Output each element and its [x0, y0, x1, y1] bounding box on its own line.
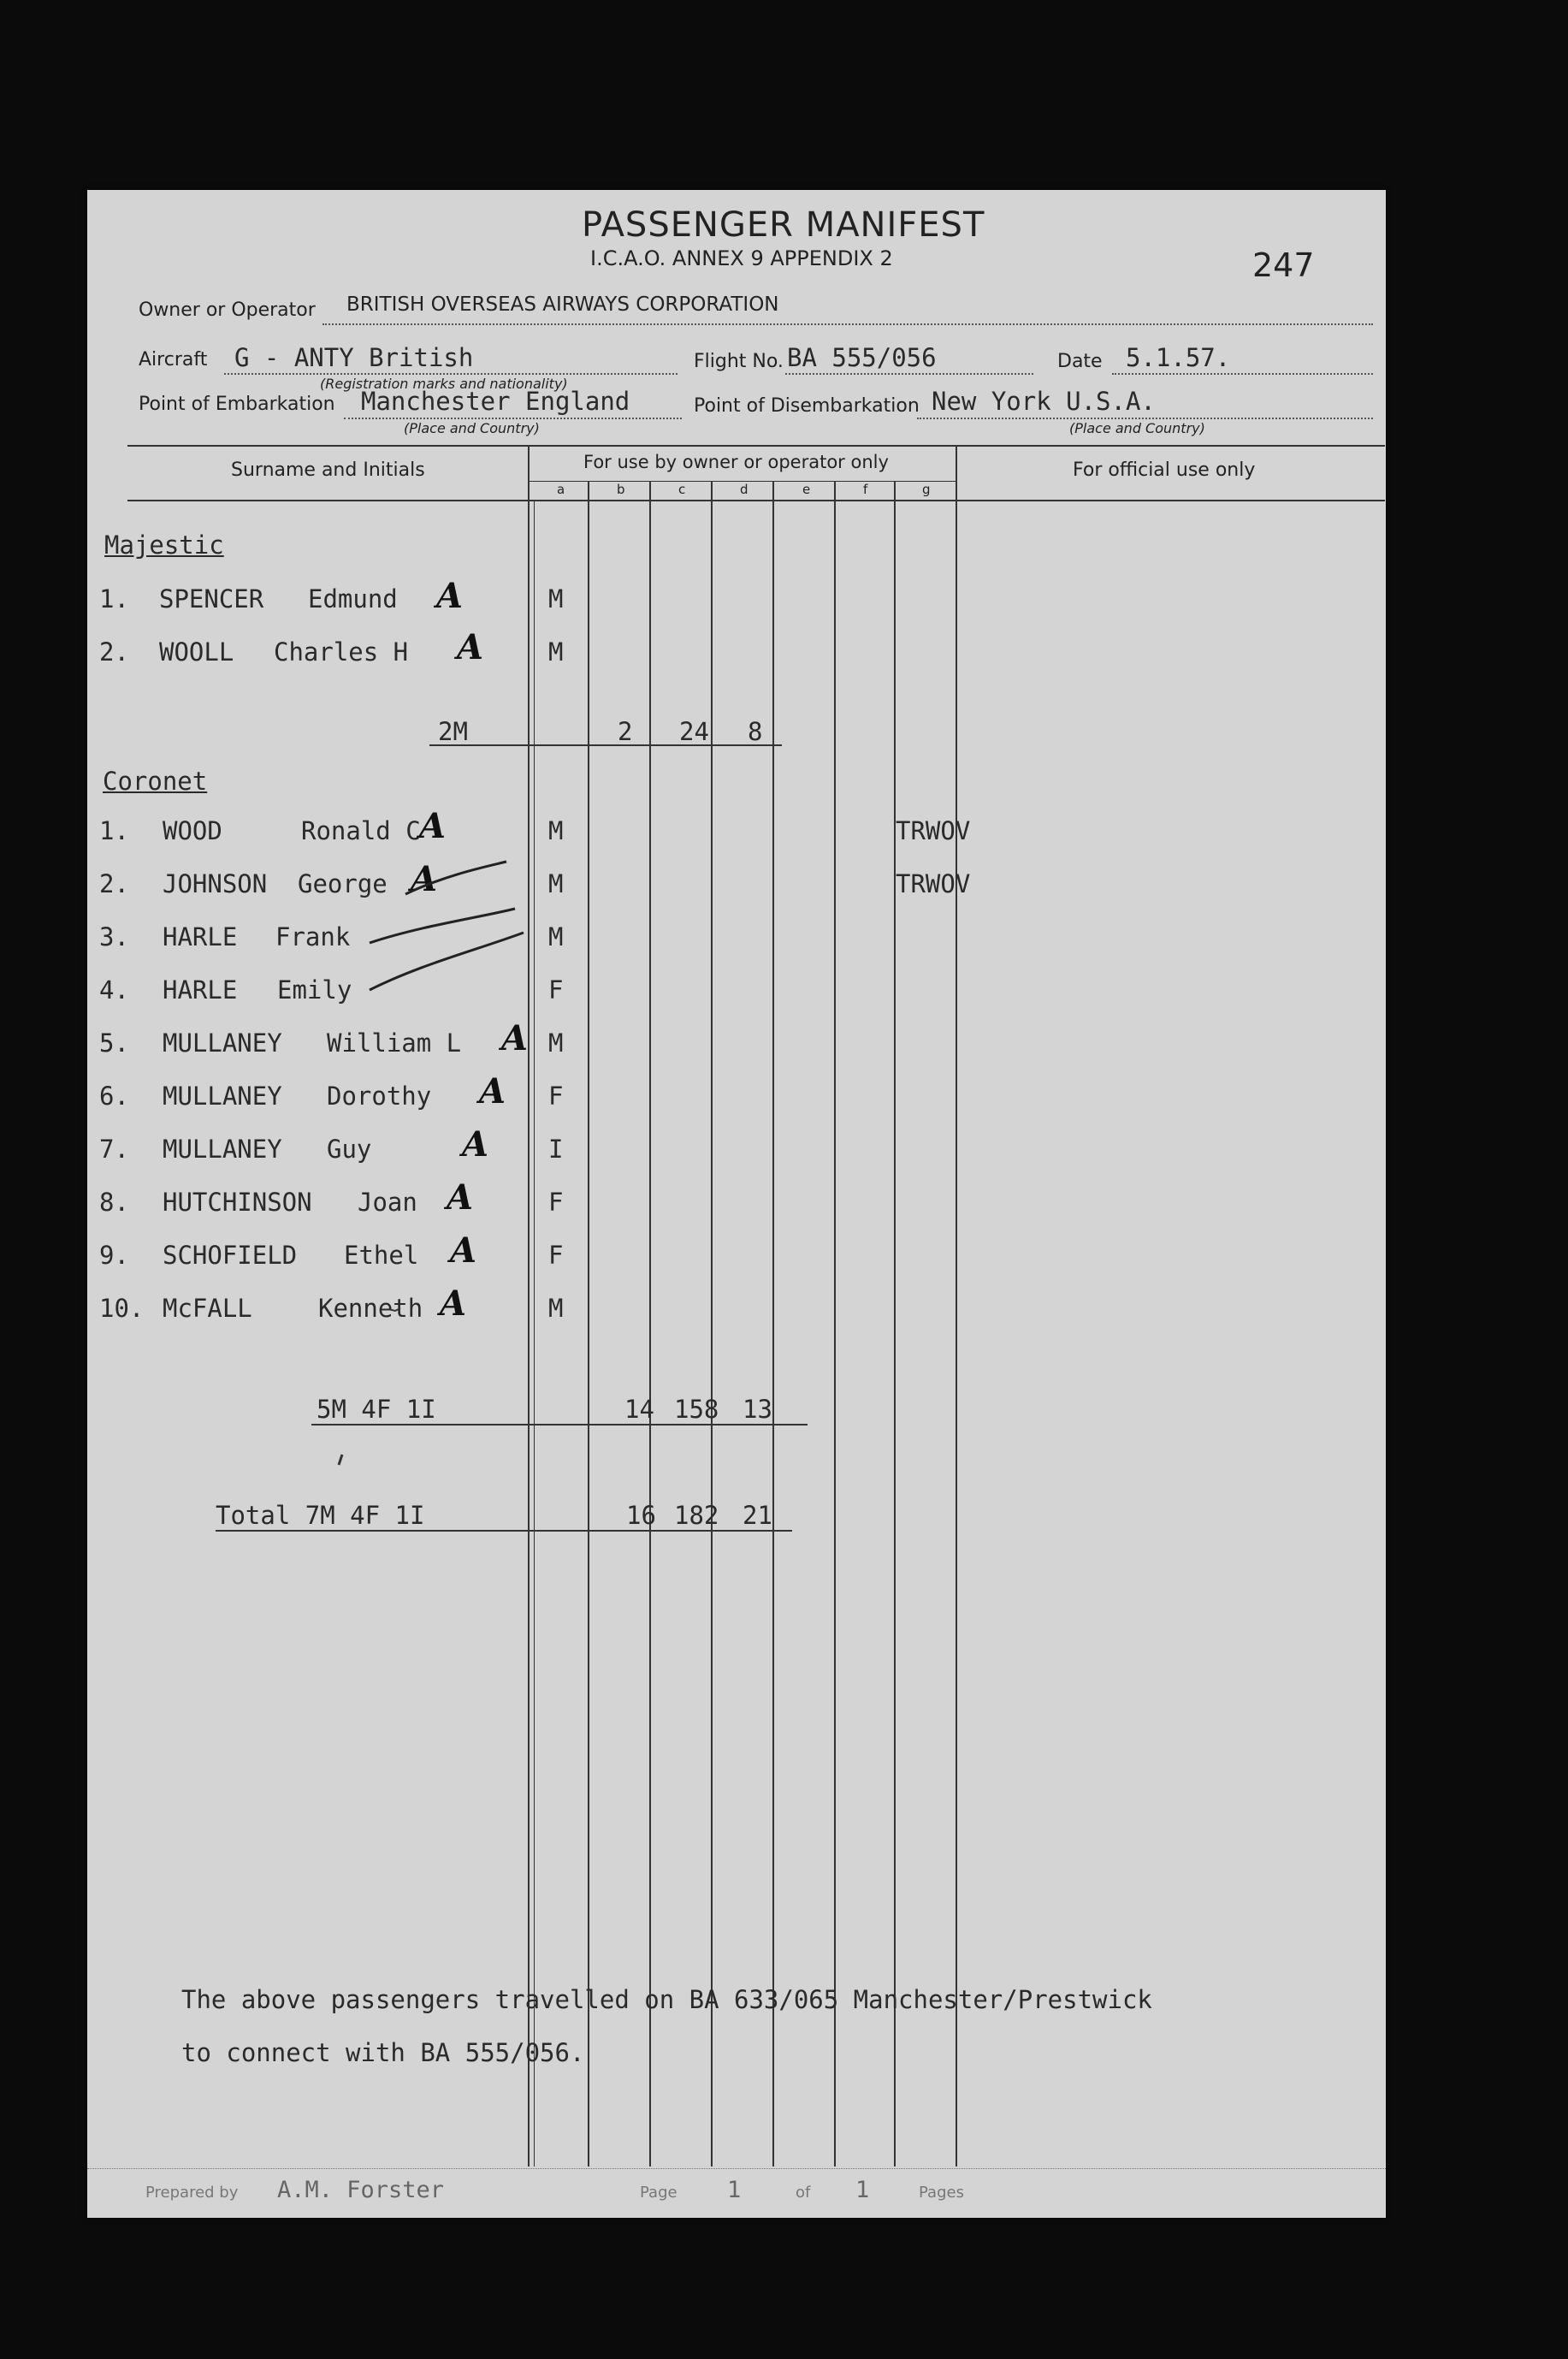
passenger-sex: M [548, 1294, 564, 1323]
passenger-given-name: William L [327, 1028, 462, 1058]
operator-use-header: For use by owner or operator only [583, 452, 889, 472]
date-label: Date [1057, 351, 1103, 372]
date-value: 5.1.57. [1126, 343, 1231, 372]
passenger-surname: SCHOFIELD [163, 1241, 298, 1270]
manifest-sheet [87, 190, 1386, 2218]
passenger-number: 2. [99, 637, 129, 667]
passenger-given-name: Charles H [274, 637, 409, 667]
subtotal-c: 24 [679, 717, 709, 746]
subtotal-b: 2 [618, 717, 633, 746]
passenger-given-name: Guy [327, 1135, 372, 1164]
passenger-surname: MULLANEY [163, 1082, 282, 1111]
passenger-given-name: Joan [358, 1188, 417, 1217]
passenger-given-name: Dorothy [327, 1082, 432, 1111]
column-letter-e: e [802, 482, 811, 497]
subtotal-d: 8 [748, 717, 763, 746]
passenger-number: 6. [99, 1082, 129, 1111]
passenger-number: 4. [99, 975, 129, 1005]
passenger-sex: F [548, 975, 564, 1005]
passenger-surname: MULLANEY [163, 1028, 282, 1058]
embarkation-note: (Place and Country) [404, 420, 540, 436]
handwritten-mark: A [450, 1230, 477, 1271]
of-value: 1 [855, 2177, 870, 2203]
passenger-surname: WOOD [163, 816, 222, 845]
aircraft-value: G - ANTY British [234, 343, 474, 372]
owner-label: Owner or Operator [139, 299, 316, 321]
handwritten-mark: A [447, 1177, 474, 1218]
passenger-number: 1. [99, 584, 129, 613]
handwritten-mark: A [419, 806, 447, 846]
handwritten-mark: A [501, 1018, 529, 1058]
passenger-number: 10. [99, 1294, 145, 1323]
passenger-remark: TRWOV [896, 869, 971, 898]
disembarkation-note: (Place and Country) [1069, 420, 1205, 436]
passenger-given-name: Emily [277, 975, 352, 1005]
passenger-sex: M [548, 637, 564, 667]
passenger-sex: F [548, 1188, 564, 1217]
passenger-surname: MULLANEY [163, 1135, 282, 1164]
subtotal-label: 5M 4F 1I [317, 1395, 436, 1424]
owner-value: BRITISH OVERSEAS AIRWAYS CORPORATION [346, 293, 779, 316]
flight-value: BA 555/056 [787, 343, 937, 372]
handwritten-mark: A [479, 1071, 506, 1111]
surname-header: Surname and Initials [231, 459, 425, 481]
passenger-remark: TRWOV [896, 816, 971, 845]
page-label: Page [640, 2184, 677, 2202]
connection-note-line-1: The above passengers travelled on BA 633/065 Manchester/Prestwick [181, 1985, 1152, 2014]
footer-rule [87, 2168, 1386, 2169]
disembarkation-label: Point of Disembarkation [694, 395, 920, 417]
passenger-number: 5. [99, 1028, 129, 1058]
subtotal-d: 13 [743, 1395, 772, 1424]
column-letter-d: d [740, 482, 748, 497]
passenger-number: 2. [99, 869, 129, 898]
aircraft-label: Aircraft [139, 349, 208, 370]
column-letter-g: g [922, 482, 931, 497]
passenger-surname: SPENCER [159, 584, 264, 613]
handwritten-mark: A [411, 859, 438, 899]
passenger-given-name: Kenneth [318, 1294, 423, 1323]
column-letter-f: f [863, 482, 868, 497]
passenger-sex: M [548, 869, 564, 898]
passenger-given-name: Ronald C [301, 816, 421, 845]
passenger-number: 3. [99, 922, 129, 951]
total-d: 21 [743, 1501, 772, 1530]
prepared-by-label: Prepared by [145, 2184, 239, 2202]
passenger-surname: HUTCHINSON [163, 1188, 312, 1217]
subtotal-label: 2M [438, 717, 468, 746]
embarkation-label: Point of Embarkation [139, 394, 335, 415]
official-use-header: For official use only [1073, 459, 1256, 481]
passenger-sex: F [548, 1082, 564, 1111]
disembarkation-value: New York U.S.A. [932, 387, 1156, 416]
total-b: 16 [626, 1501, 656, 1530]
pages-label: Pages [919, 2184, 964, 2202]
passenger-number: 1. [99, 816, 129, 845]
passenger-number: 7. [99, 1135, 129, 1164]
aircraft-note: (Registration marks and nationality) [320, 376, 568, 392]
passenger-surname: HARLE [163, 922, 238, 951]
page-number: 247 [1252, 246, 1315, 284]
column-letter-b: b [617, 482, 625, 497]
passenger-surname: HARLE [163, 975, 238, 1005]
passenger-number: 8. [99, 1188, 129, 1217]
handwritten-mark: A [440, 1283, 467, 1324]
passenger-surname: McFALL [163, 1294, 252, 1323]
passenger-given-name: George [298, 869, 388, 898]
subtotal-underline [311, 1424, 808, 1425]
manifest-subtitle: I.C.A.O. ANNEX 9 APPENDIX 2 [590, 246, 893, 270]
total-c: 182 [674, 1501, 719, 1530]
passenger-sex: F [548, 1241, 564, 1270]
passenger-given-name: Ethel [344, 1241, 419, 1270]
group-heading-coronet: Coronet [103, 767, 208, 796]
passenger-sex: M [548, 816, 564, 845]
subtotal-c: 158 [674, 1395, 719, 1424]
manifest-title: PASSENGER MANIFEST [582, 205, 985, 245]
handwritten-mark: A [457, 627, 484, 667]
column-letter-c: c [678, 482, 686, 497]
total-label: Total 7M 4F 1I [216, 1501, 425, 1530]
passenger-given-name: Frank [275, 922, 351, 951]
passenger-number: 9. [99, 1241, 129, 1270]
passenger-surname: JOHNSON [163, 869, 268, 898]
passenger-sex: M [548, 922, 564, 951]
passenger-sex: M [548, 1028, 564, 1058]
passenger-surname: WOOLL [159, 637, 234, 667]
prepared-by-value: A.M. Forster [277, 2177, 445, 2203]
passenger-sex: I [548, 1135, 564, 1164]
flight-label: Flight No. [694, 351, 784, 372]
subtotal-b: 14 [624, 1395, 654, 1424]
handwritten-mark: A [462, 1124, 489, 1165]
page-value: 1 [727, 2177, 742, 2203]
pen-strokes [87, 190, 1386, 2218]
column-letter-a: a [557, 482, 565, 497]
handwritten-mark: A [436, 576, 464, 616]
passenger-sex: M [548, 584, 564, 613]
connection-note-line-2: to connect with BA 555/056. [181, 2038, 585, 2067]
of-label: of [796, 2184, 811, 2202]
passenger-given-name: Edmund [308, 584, 398, 613]
group-heading-majestic: Majestic [104, 530, 224, 560]
total-underline [216, 1530, 792, 1532]
embarkation-value: Manchester England [361, 387, 630, 416]
